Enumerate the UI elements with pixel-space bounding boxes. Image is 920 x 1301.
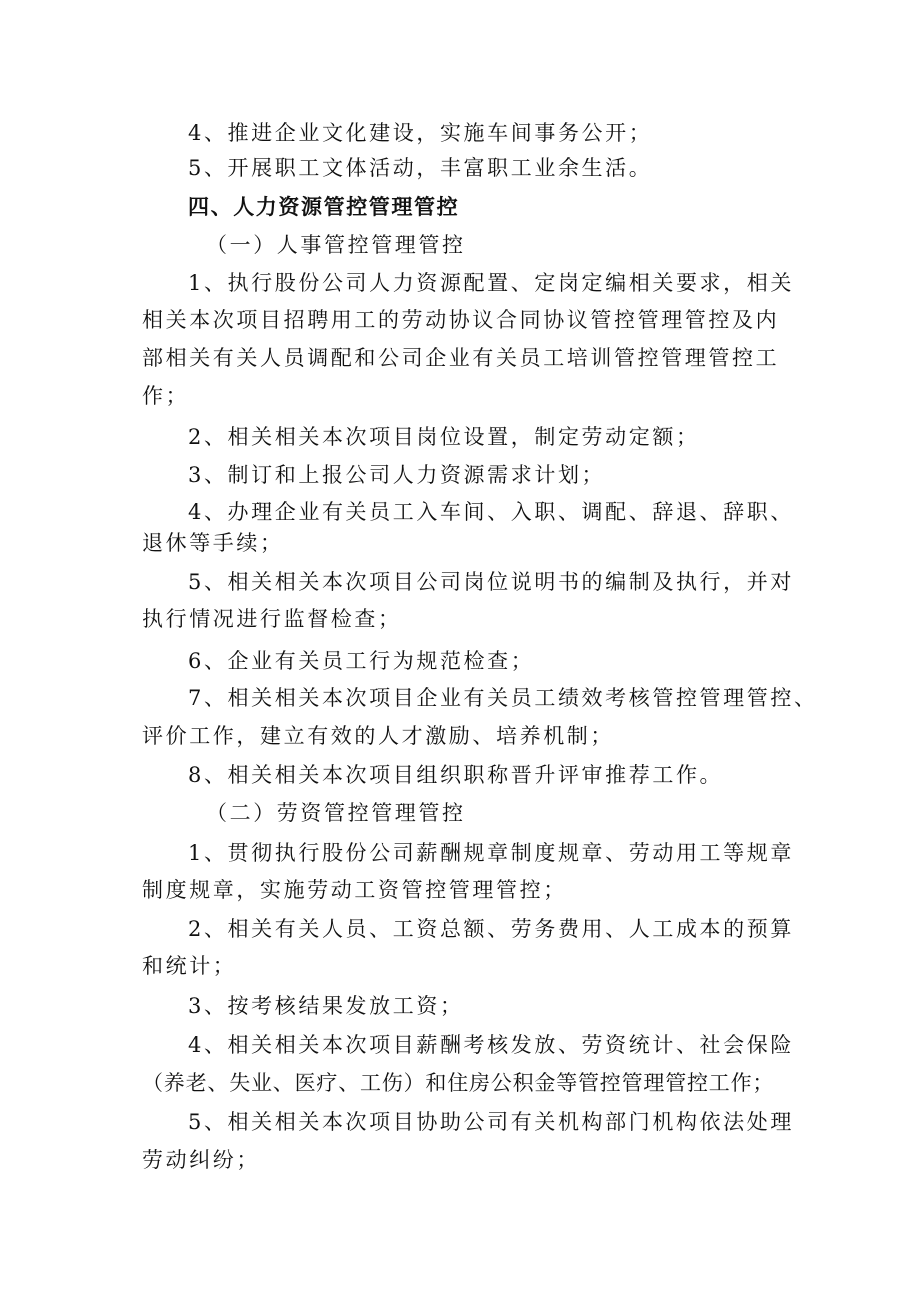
- paragraph-line: 和统计；: [142, 954, 237, 978]
- list-item: 2、相关相关本次项目岗位设置，制定劳动定额；: [188, 425, 700, 449]
- list-item: 5、开展职工文体活动，丰富职工业余生活。: [188, 156, 653, 180]
- paragraph-line: 作；: [142, 384, 190, 408]
- list-item: 4、办理企业有关员工入车间、入职、调配、辞退、辞职、: [188, 500, 794, 524]
- list-item: 1、执行股份公司人力资源配置、定岗定编相关要求，相关: [188, 271, 794, 295]
- list-item: 6、企业有关员工行为规范检查；: [188, 649, 535, 673]
- list-item: 5、相关相关本次项目公司岗位说明书的编制及执行，并对: [188, 570, 794, 594]
- paragraph-line: 相关本次项目招聘用工的劳动协议合同协议管控管理管控及内: [142, 308, 780, 332]
- section-heading: 四、人力资源管控管理管控: [188, 195, 460, 219]
- paragraph-line: （养老、失业、医疗、工伤）和住房公积金等管控管理管控工作；: [142, 1071, 775, 1095]
- list-item: 8、相关相关本次项目组织职称晋升评审推荐工作。: [188, 763, 724, 787]
- list-item: 3、按考核结果发放工资；: [188, 994, 464, 1018]
- list-item: 7、相关相关本次项目企业有关员工绩效考核管控管理管控、: [188, 686, 818, 710]
- list-item: 2、相关有关人员、工资总额、劳务费用、人工成本的预算: [188, 917, 794, 941]
- list-item: 3、制订和上报公司人力资源需求计划；: [188, 463, 606, 487]
- list-item: 4、相关相关本次项目薪酬考核发放、劳资统计、社会保险: [188, 1033, 794, 1057]
- paragraph-line: 退休等手续；: [142, 531, 284, 555]
- list-item: 1、贯彻执行股份公司薪酬规章制度规章、劳动用工等规章: [188, 841, 794, 865]
- paragraph-line: 制度规章，实施劳动工资管控管理管控；: [142, 878, 567, 902]
- paragraph-line: 部相关有关人员调配和公司企业有关员工培训管控管理管控工: [142, 346, 780, 370]
- list-item: 5、相关相关本次项目协助公司有关机构部门机构依法处理: [188, 1110, 794, 1134]
- subsection-heading: （二）劳资管控管理管控: [206, 801, 466, 825]
- paragraph-line: 评价工作，建立有效的人才激励、培养机制；: [142, 724, 614, 748]
- paragraph-line: 执行情况进行监督检查；: [142, 607, 402, 631]
- subsection-heading: （一）人事管控管理管控: [206, 233, 466, 257]
- paragraph-line: 劳动纠纷；: [142, 1148, 260, 1172]
- list-item: 4、推进企业文化建设，实施车间事务公开；: [188, 121, 653, 145]
